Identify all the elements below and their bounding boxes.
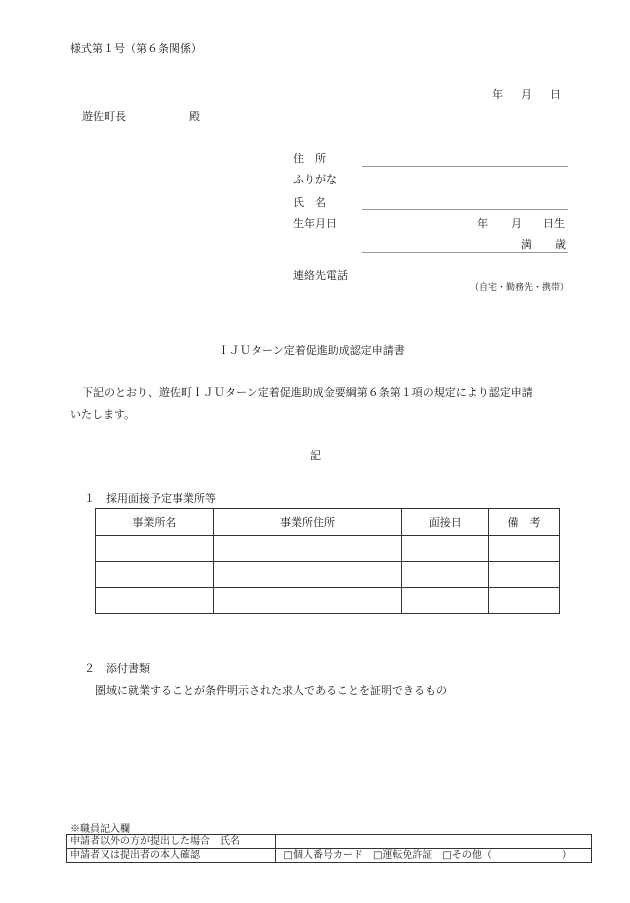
ki-label: 記 [310, 449, 321, 462]
age-unit: 歳 [555, 238, 566, 251]
table-row [96, 536, 560, 562]
name-line[interactable] [362, 209, 568, 210]
header-cell: 事業所名 [96, 509, 214, 536]
table-cell[interactable] [489, 588, 560, 614]
birth-month: 月 [511, 217, 522, 230]
staff-row2-value[interactable]: □個人番号カード □運転免許証 □その他（ ） [275, 849, 591, 863]
staff-heading: ※職員記入欄 [70, 824, 130, 835]
staff-row1-value[interactable] [275, 835, 591, 849]
addressee-suffix: 殿 [189, 110, 200, 123]
name-label: 氏 名 [293, 196, 326, 209]
table-cell[interactable] [402, 536, 489, 562]
address-label: 住 所 [293, 152, 326, 165]
furigana-label: ふりがな [293, 173, 337, 186]
table-cell[interactable] [402, 562, 489, 588]
age-full: 満 [521, 238, 532, 251]
table-row [96, 562, 560, 588]
section2-heading: ２ 添付書類 [84, 662, 150, 675]
staff-row1-label: 申請者以外の方が提出した場合 氏名 [67, 835, 276, 849]
form-number: 様式第１号（第６条関係） [70, 42, 202, 55]
address-line[interactable] [362, 166, 568, 167]
staff-row [67, 849, 592, 863]
table-cell[interactable] [213, 536, 402, 562]
body-line-2: いたします。 [70, 408, 136, 421]
date-day: 日 [550, 88, 561, 101]
section2-text: 圏域に就業することが条件明示された求人であることを証明できるもの [95, 684, 447, 697]
section1-heading: １ 採用面接予定事業所等 [84, 492, 216, 505]
table-header-row [96, 509, 560, 536]
table-cell[interactable] [489, 562, 560, 588]
birth-label: 生年月日 [293, 217, 337, 230]
birth-year: 年 [477, 217, 488, 230]
header-cell: 事業所住所 [213, 509, 402, 536]
phone-note: （自宅・勤務先・携帯） [470, 283, 570, 293]
staff-table [66, 834, 592, 863]
table-cell[interactable] [489, 536, 560, 562]
staff-row [67, 835, 592, 849]
table-cell[interactable] [402, 588, 489, 614]
table-cell[interactable] [96, 588, 214, 614]
table-row [96, 588, 560, 614]
phone-label: 連絡先電話 [293, 269, 348, 282]
table-cell[interactable] [96, 562, 214, 588]
table-cell[interactable] [96, 536, 214, 562]
date-year: 年 [492, 88, 503, 101]
header-cell: 備 考 [489, 509, 560, 536]
addressee-name: 遊佐町長 [82, 110, 126, 123]
staff-row2-label: 申請者又は提出者の本人確認 [67, 849, 276, 863]
interview-table [95, 508, 560, 614]
table-cell[interactable] [213, 588, 402, 614]
date-month: 月 [521, 88, 532, 101]
birth-line[interactable] [362, 252, 568, 253]
table-cell[interactable] [213, 562, 402, 588]
header-cell: 面接日 [402, 509, 489, 536]
body-line-1: 下記のとおり、遊佐町ＩＪＵターン定着促進助成金要綱第６条第１項の規定により認定申請 [82, 386, 533, 399]
birth-day: 日生 [543, 217, 565, 230]
document-title: ＩＪＵターン定着促進助成認定申請書 [218, 344, 405, 357]
